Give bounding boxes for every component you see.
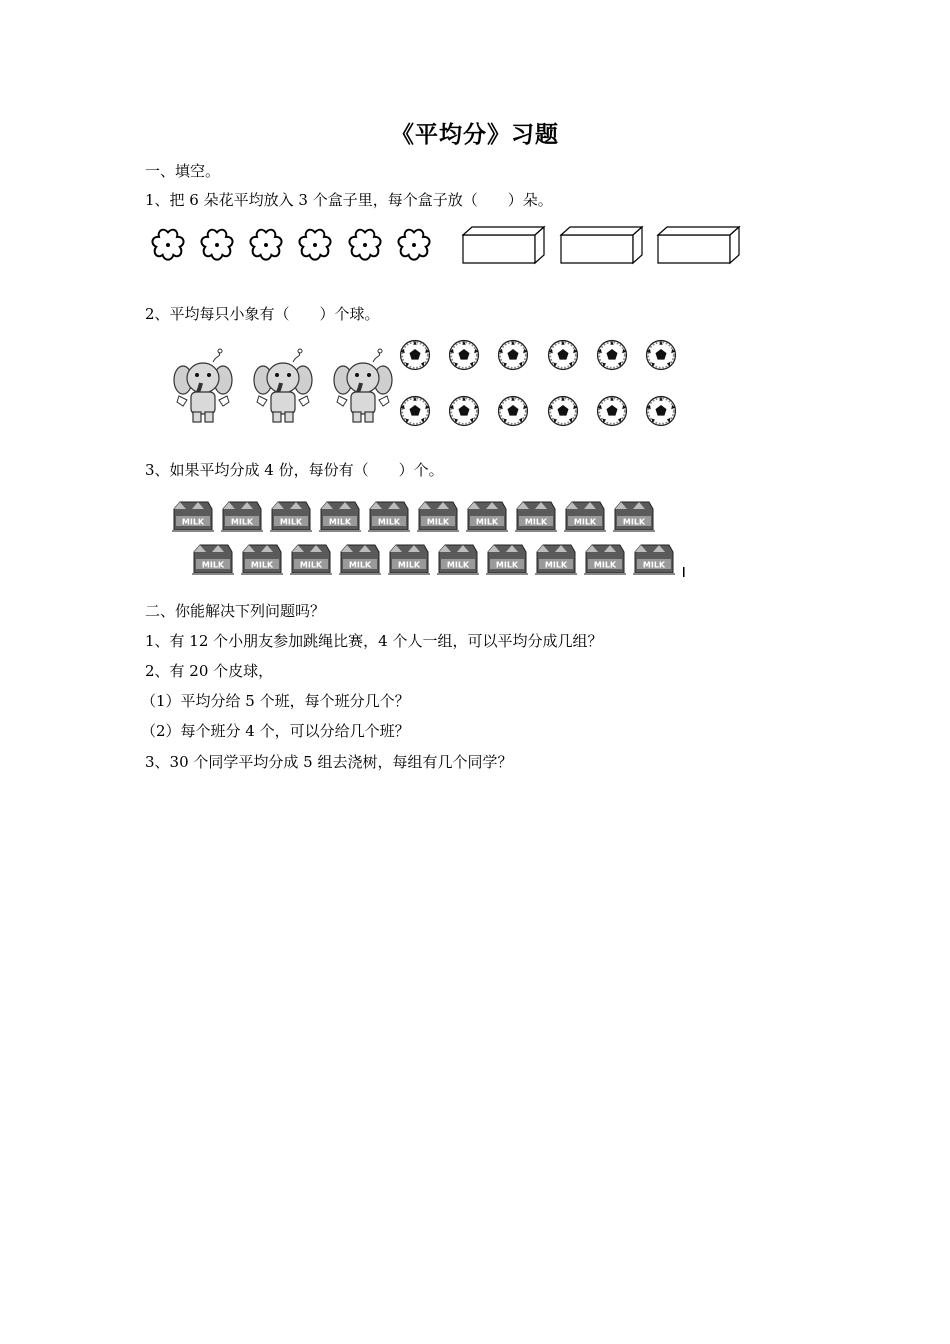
milk-row-2 <box>190 543 690 579</box>
milk-carton-icon <box>368 502 410 532</box>
milk-row-1 <box>170 500 660 536</box>
flower-icon <box>398 230 429 260</box>
milk-carton-icon <box>486 545 528 575</box>
ball-icon <box>598 341 627 370</box>
milk-carton-icon <box>270 502 312 532</box>
milk-carton-icon <box>535 545 577 575</box>
milk-carton-icon <box>437 545 479 575</box>
elephant-icon <box>334 349 392 422</box>
milk-carton-icon <box>319 502 361 532</box>
question-2-2b: （2）每个班分 4 个，可以分给几个班？ <box>141 722 410 740</box>
flower-icon <box>201 230 232 260</box>
question-2-2: 2、有 20 个皮球， <box>145 662 274 680</box>
ball-icon <box>450 397 479 426</box>
elephants-row <box>170 346 410 428</box>
balls-grid <box>398 338 682 430</box>
question-2-2a: （1）平均分给 5 个班，每个班分几个？ <box>141 692 410 710</box>
question-1-2: 2、平均每只小象有（ ）个球。 <box>145 305 380 323</box>
flower-icon <box>349 230 380 260</box>
box-icon <box>658 227 739 263</box>
box-icon <box>561 227 642 263</box>
flowers-row <box>150 226 440 264</box>
section-1-heading: 一、填空。 <box>145 162 221 180</box>
milk-carton-icon <box>221 502 263 532</box>
ball-icon <box>549 397 578 426</box>
box-icon <box>463 227 544 263</box>
milk-carton-icon <box>339 545 381 575</box>
question-1-3: 3、如果平均分成 4 份，每份有（ ）个。 <box>145 461 444 479</box>
milk-carton-icon <box>564 502 606 532</box>
milk-carton-icon <box>290 545 332 575</box>
milk-carton-icon <box>633 545 675 575</box>
ball-icon <box>401 397 430 426</box>
elephant-icon <box>254 349 312 422</box>
milk-carton-icon <box>417 502 459 532</box>
milk-carton-icon <box>613 502 655 532</box>
ball-icon <box>647 397 676 426</box>
elephant-icon <box>174 349 232 422</box>
question-2-1: 1、有 12 个小朋友参加跳绳比赛，4 个人一组，可以平均分成几组？ <box>145 632 603 650</box>
section-2-heading: 二、你能解决下列问题吗？ <box>145 602 326 620</box>
milk-carton-icon <box>192 545 234 575</box>
milk-carton-icon <box>388 545 430 575</box>
boxes-row <box>461 225 743 267</box>
milk-carton-icon <box>172 502 214 532</box>
ball-icon <box>499 397 528 426</box>
question-1-1: 1、把 6 朵花平均放入 3 个盒子里，每个盒子放（ ）朵。 <box>145 191 553 209</box>
ball-icon <box>401 341 430 370</box>
milk-carton-icon <box>515 502 557 532</box>
page-title: 《平均分》习题 <box>391 121 559 148</box>
milk-carton-icon <box>241 545 283 575</box>
flower-icon <box>250 230 281 260</box>
milk-carton-icon <box>584 545 626 575</box>
ball-icon <box>647 341 676 370</box>
ball-icon <box>499 341 528 370</box>
milk-carton-icon <box>466 502 508 532</box>
ball-icon <box>549 341 578 370</box>
flower-icon <box>152 230 183 260</box>
ball-icon <box>450 341 479 370</box>
ball-icon <box>598 397 627 426</box>
flower-icon <box>299 230 330 260</box>
question-2-3: 3、30 个同学平均分成 5 组去浇树，每组有几个同学？ <box>145 753 513 771</box>
